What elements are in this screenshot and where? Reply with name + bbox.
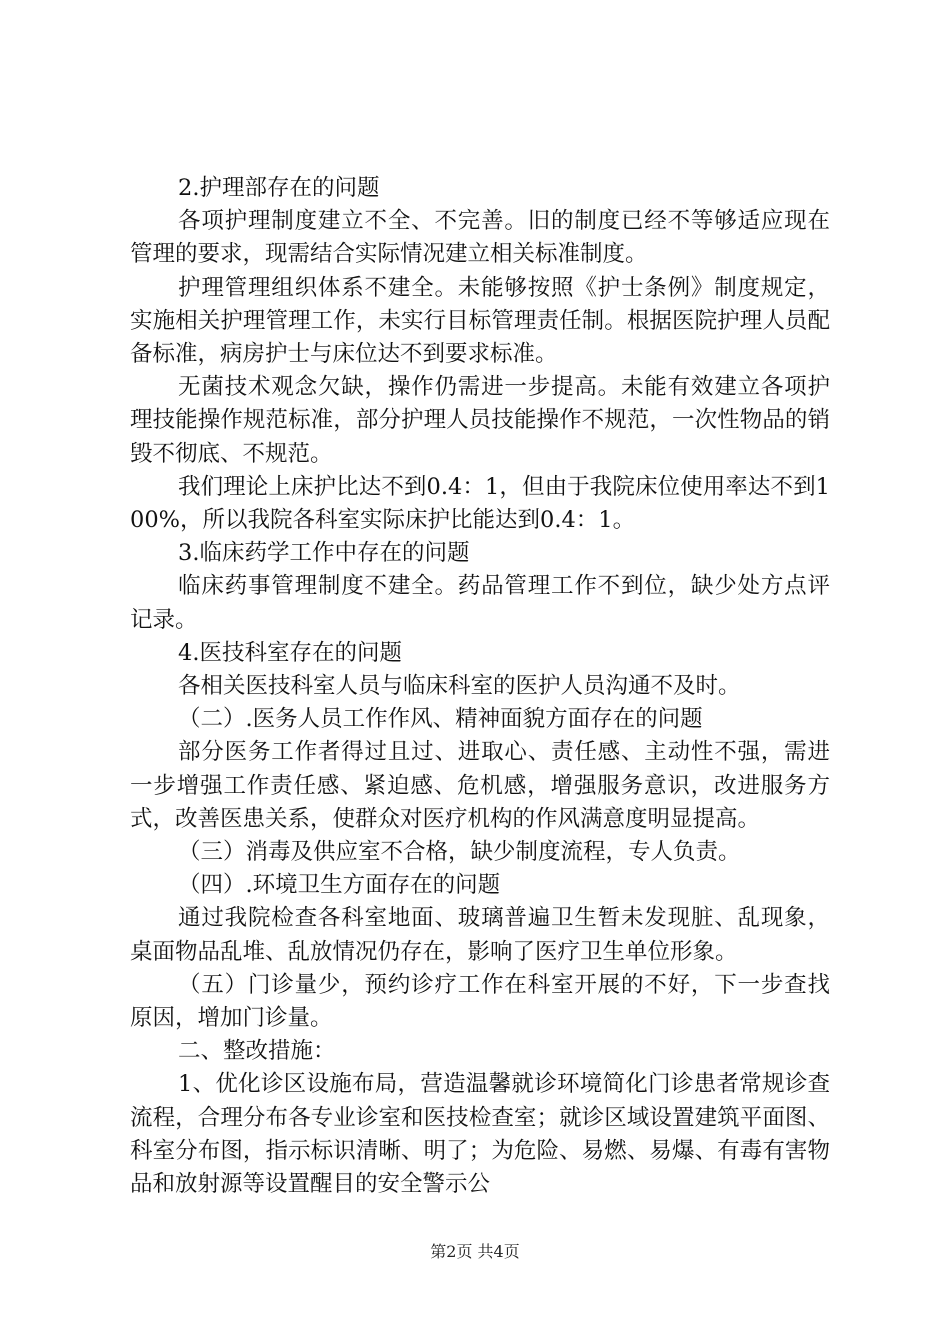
heading-rectification-measures: 二、整改措施： (178, 1038, 336, 1065)
paragraph-environment: 通过我院检查各科室地面、玻璃普遍卫生暂未发现脏、乱现象，桌面物品乱堆、乱放情况仍存在，影响了医疗卫生单位形象。 (130, 905, 830, 965)
paragraph-medtech-communication: 各相关医技科室人员与临床科室的医护人员沟通不及时。 (178, 673, 741, 700)
paragraph-measure-1: 1、优化诊区设施布局，营造温馨就诊环境简化门诊患者常规诊查流程，合理分布各专业诊室和医技检查室；就诊区域设置建筑平面图、科室分布图，指示标识清晰、明了；为危险、易燃、易爆、有毒有害物品和放射源等设置醒目的安全警示公 (130, 1071, 830, 1198)
heading-environment-issues: （四）.环境卫生方面存在的问题 (178, 872, 501, 899)
document-body (130, 172, 830, 1201)
heading-pharmacy-issues: 3.临床药学工作中存在的问题 (178, 540, 470, 567)
paragraph-bed-nurse-ratio: 我们理论上床护比达不到0.4：1，但由于我院床位使用率达不到100%，所以我院各科室实际床护比能达到0.4：1。 (130, 473, 830, 534)
page-footer: 第2页 共4页 (430, 1242, 520, 1261)
heading-medtech-issues: 4.医技科室存在的问题 (178, 639, 402, 666)
paragraph-work-style: 部分医务工作者得过且过、进取心、责任感、主动性不强，需进一步增强工作责任感、紧迫感、危机感，增强服务意识，改进服务方式，改善医患关系，使群众对医疗机构的作风满意度明显提高。 (130, 739, 830, 832)
paragraph-pharmacy-management: 临床药事管理制度不建全。药品管理工作不到位，缺少处方点评记录。 (130, 573, 830, 633)
paragraph-aseptic-technique: 无菌技术观念欠缺，操作仍需进一步提高。未能有效建立各项护理技能操作规范标准，部分护理人员技能操作不规范，一次性物品的销毁不彻底、不规范。 (130, 374, 830, 467)
heading-work-style-issues: （二）.医务人员工作作风、精神面貌方面存在的问题 (178, 706, 703, 733)
paragraph-nursing-system: 各项护理制度建立不全、不完善。旧的制度已经不等够适应现在管理的要求，现需结合实际情况建立相关标准制度。 (130, 208, 830, 268)
paragraph-nursing-management: 护理管理组织体系不建全。未能够按照《护士条例》制度规定，实施相关护理管理工作，未实行目标管理责任制。根据医院护理人员配备标准，病房护士与床位达不到要求标准。 (130, 274, 830, 368)
paragraph-outpatient: （五）门诊量少，预约诊疗工作在科室开展的不好，下一步查找原因，增加门诊量。 (130, 971, 830, 1032)
paragraph-disinfection: （三）消毒及供应室不合格，缺少制度流程，专人负责。 (178, 839, 741, 866)
heading-nursing-issues: 2.护理部存在的问题 (178, 175, 380, 201)
